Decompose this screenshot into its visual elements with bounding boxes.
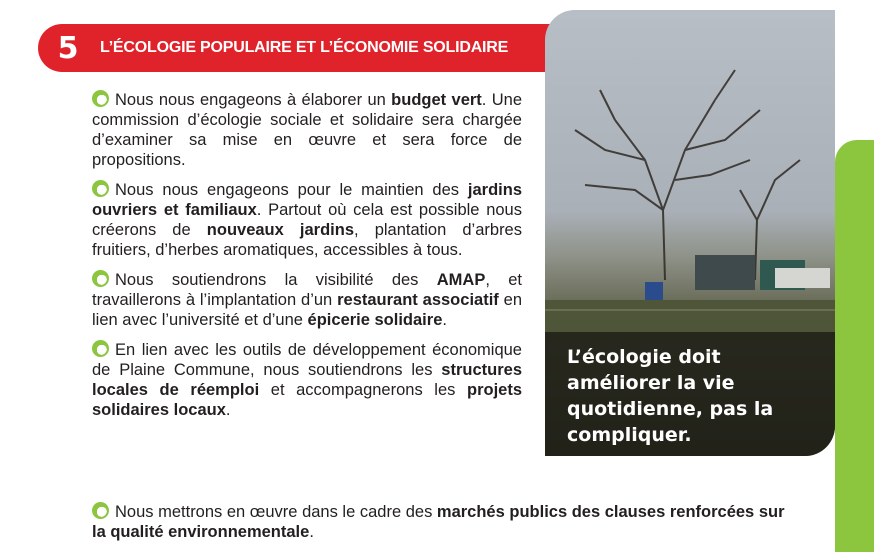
commitments-column (92, 90, 522, 430)
paragraph-text: . (309, 523, 314, 541)
green-side-bar (835, 140, 874, 552)
garden-photo (545, 10, 835, 456)
section-number: 5 (57, 30, 79, 66)
green-circle-bullet-icon (92, 90, 109, 107)
paragraph-text: En lien avec les outils de développement économique de Plaine Commune, nous soutiendrons les (92, 341, 522, 379)
paragraph-bold: projets solidaires locaux (92, 381, 522, 419)
paragraph-text: Nous nous engageons pour le maintien des (115, 181, 468, 199)
green-circle-bullet-icon (92, 340, 109, 357)
photo-caption-box (545, 332, 835, 456)
paragraph-text: Nous soutiendrons la visibilité des (115, 271, 437, 289)
paragraph-bold: nouveaux jardins (206, 221, 355, 239)
section-title: L’ÉCOLOGIE POPULAIRE ET L’ÉCONOMIE SOLIDAIRE (100, 39, 509, 56)
green-circle-bullet-icon (92, 180, 109, 197)
paragraph-text: . (442, 311, 447, 329)
paragraph-text: . (225, 401, 231, 419)
paragraph-text: en lien avec l’université et d’une (92, 291, 522, 329)
photo-caption: L’écologie doit améliorer la vie quotidienne, pas la compliquer. (567, 346, 774, 446)
paragraph-bold: jardins ouvriers et familiaux (92, 181, 522, 219)
section-header (38, 24, 583, 72)
commitment-paragraph-wide (92, 502, 792, 542)
paragraph-text: , plantation d’arbres fruitiers, d’herbes aromatiques, accessibles à tous. (92, 221, 522, 259)
commitment-paragraph (92, 180, 522, 260)
paragraph-text: . Partout où cela est possible nous créerons de (92, 201, 522, 239)
paragraph-bold: épicerie solidaire (307, 311, 443, 329)
paragraph-text: Nous nous engageons à élaborer un (115, 91, 392, 109)
paragraph-bold: structures locales de réemploi (92, 361, 522, 399)
commitment-paragraph (92, 90, 522, 170)
paragraph-text: et accompagnerons les (259, 381, 467, 399)
paragraph-text: Nous mettrons en œuvre dans le cadre des (115, 503, 437, 521)
commitment-paragraph (92, 340, 522, 420)
paragraph-text: . Une commission d’écologie sociale et solidaire sera chargée d’examiner sa mise en œuvre et sera force de propositions. (92, 91, 523, 169)
commitment-paragraph (92, 270, 522, 330)
paragraph-bold: AMAP (436, 271, 486, 289)
paragraph-text: , et travaillerons à l’implantation d’un (92, 271, 522, 309)
paragraph-bold: marchés publics des clauses renforcées sur la qualité environnementale (92, 503, 785, 541)
paragraph-bold: budget vert (391, 91, 482, 109)
green-circle-bullet-icon (92, 270, 109, 287)
green-circle-bullet-icon (92, 502, 109, 519)
paragraph-bold: restaurant associatif (337, 291, 499, 309)
